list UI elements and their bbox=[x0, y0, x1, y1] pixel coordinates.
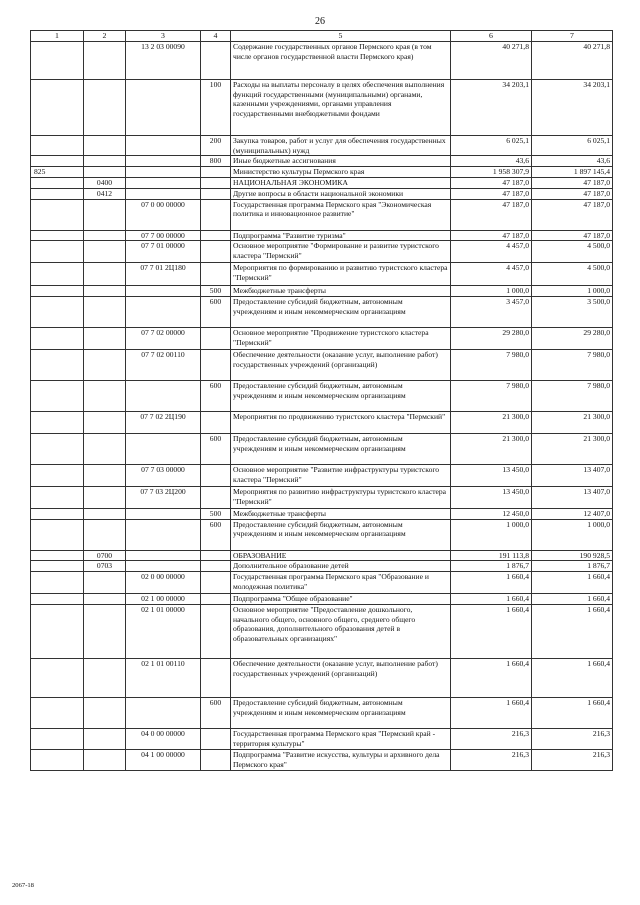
cell-admin-code bbox=[31, 487, 84, 509]
cell-section-code bbox=[84, 42, 126, 80]
cell-expense-type bbox=[201, 465, 231, 487]
cell-expense-type bbox=[201, 572, 231, 594]
table-row bbox=[31, 728, 613, 749]
cell-description: Обеспечение деятельности (оказание услуг, выполнение работ) государственных учреждений (организаций) bbox=[231, 658, 451, 697]
cell-amount-year1: 1 958 307,9 bbox=[451, 167, 532, 178]
cell-amount-year2: 1 897 145,4 bbox=[532, 167, 613, 178]
cell-target-article: 07 7 01 2Ц180 bbox=[126, 263, 201, 286]
cell-admin-code bbox=[31, 412, 84, 434]
cell-description: Подпрограмма "Общее образование" bbox=[231, 594, 451, 605]
cell-amount-year2: 1 660,4 bbox=[532, 604, 613, 658]
cell-amount-year1: 12 450,0 bbox=[451, 509, 532, 520]
cell-admin-code bbox=[31, 188, 84, 199]
cell-description: Подпрограмма "Развитие туризма" bbox=[231, 230, 451, 241]
cell-description: Обеспечение деятельности (оказание услуг, выполнение работ) государственных учреждений (организаций) bbox=[231, 350, 451, 381]
cell-amount-year1: 13 450,0 bbox=[451, 465, 532, 487]
table-row bbox=[31, 749, 613, 770]
cell-admin-code bbox=[31, 136, 84, 156]
cell-description: Государственная программа Пермского края "Экономическая политика и инновационное развитие" bbox=[231, 199, 451, 230]
cell-target-article bbox=[126, 509, 201, 520]
cell-amount-year2: 1 660,4 bbox=[532, 658, 613, 697]
table-row bbox=[31, 572, 613, 594]
table-row bbox=[31, 509, 613, 520]
cell-amount-year1: 13 450,0 bbox=[451, 487, 532, 509]
table-row bbox=[31, 550, 613, 561]
cell-amount-year1: 34 203,1 bbox=[451, 80, 532, 136]
cell-section-code bbox=[84, 728, 126, 749]
cell-target-article: 07 7 02 2Ц190 bbox=[126, 412, 201, 434]
cell-section-code bbox=[84, 241, 126, 263]
cell-description: ОБРАЗОВАНИЕ bbox=[231, 550, 451, 561]
cell-amount-year1: 4 457,0 bbox=[451, 241, 532, 263]
table-row bbox=[31, 136, 613, 156]
cell-amount-year2: 43,6 bbox=[532, 156, 613, 167]
cell-expense-type bbox=[201, 263, 231, 286]
cell-admin-code bbox=[31, 594, 84, 605]
cell-description: Дополнительное образование детей bbox=[231, 561, 451, 572]
cell-expense-type bbox=[201, 604, 231, 658]
cell-admin-code bbox=[31, 697, 84, 728]
cell-admin-code bbox=[31, 328, 84, 350]
cell-description: Министерство культуры Пермского края bbox=[231, 167, 451, 178]
cell-section-code bbox=[84, 604, 126, 658]
table-row bbox=[31, 434, 613, 465]
cell-target-article: 04 0 00 00000 bbox=[126, 728, 201, 749]
cell-target-article bbox=[126, 136, 201, 156]
cell-amount-year2: 12 407,0 bbox=[532, 509, 613, 520]
table-row bbox=[31, 381, 613, 412]
cell-amount-year1: 216,3 bbox=[451, 749, 532, 770]
cell-description: Межбюджетные трансферты bbox=[231, 286, 451, 297]
cell-amount-year2: 47 187,0 bbox=[532, 188, 613, 199]
cell-description: Предоставление субсидий бюджетным, автономным учреждениям и иным некоммерческим организациям bbox=[231, 519, 451, 550]
cell-target-article bbox=[126, 550, 201, 561]
cell-target-article: 13 2 03 00090 bbox=[126, 42, 201, 80]
cell-description: Основное мероприятие "Продвижение туристского кластера "Пермский" bbox=[231, 328, 451, 350]
cell-description: Содержание государственных органов Пермского края (в том числе органов государственной власти Пермского края) bbox=[231, 42, 451, 80]
cell-expense-type: 500 bbox=[201, 286, 231, 297]
cell-description: Межбюджетные трансферты bbox=[231, 509, 451, 520]
cell-section-code bbox=[84, 263, 126, 286]
cell-section-code: 0400 bbox=[84, 177, 126, 188]
cell-target-article bbox=[126, 167, 201, 178]
cell-admin-code bbox=[31, 350, 84, 381]
cell-amount-year2: 40 271,8 bbox=[532, 42, 613, 80]
cell-description: Закупка товаров, работ и услуг для обеспечения государственных (муниципальных) нужд bbox=[231, 136, 451, 156]
cell-expense-type: 600 bbox=[201, 434, 231, 465]
cell-amount-year1: 1 876,7 bbox=[451, 561, 532, 572]
cell-amount-year2: 3 500,0 bbox=[532, 297, 613, 328]
cell-expense-type bbox=[201, 350, 231, 381]
cell-amount-year1: 21 300,0 bbox=[451, 434, 532, 465]
table-row bbox=[31, 412, 613, 434]
cell-admin-code bbox=[31, 177, 84, 188]
cell-description: Иные бюджетные ассигнования bbox=[231, 156, 451, 167]
cell-description: Государственная программа Пермского края "Образование и молодежная политика" bbox=[231, 572, 451, 594]
cell-admin-code bbox=[31, 42, 84, 80]
cell-section-code bbox=[84, 350, 126, 381]
cell-expense-type bbox=[201, 230, 231, 241]
cell-target-article bbox=[126, 561, 201, 572]
cell-amount-year1: 3 457,0 bbox=[451, 297, 532, 328]
cell-section-code bbox=[84, 80, 126, 136]
cell-amount-year1: 1 000,0 bbox=[451, 286, 532, 297]
cell-amount-year2: 1 660,4 bbox=[532, 572, 613, 594]
cell-amount-year2: 47 187,0 bbox=[532, 177, 613, 188]
cell-expense-type bbox=[201, 728, 231, 749]
cell-amount-year1: 4 457,0 bbox=[451, 263, 532, 286]
cell-admin-code bbox=[31, 199, 84, 230]
budget-table bbox=[30, 30, 613, 771]
cell-target-article bbox=[126, 434, 201, 465]
cell-section-code: 0700 bbox=[84, 550, 126, 561]
cell-amount-year1: 47 187,0 bbox=[451, 177, 532, 188]
cell-amount-year2: 21 300,0 bbox=[532, 434, 613, 465]
table-row bbox=[31, 156, 613, 167]
cell-amount-year1: 216,3 bbox=[451, 728, 532, 749]
page-number: 26 bbox=[315, 16, 325, 27]
cell-description: Государственная программа Пермского края "Пермский край - территория культуры" bbox=[231, 728, 451, 749]
cell-section-code bbox=[84, 286, 126, 297]
table-row bbox=[31, 697, 613, 728]
cell-amount-year1: 6 025,1 bbox=[451, 136, 532, 156]
cell-expense-type bbox=[201, 328, 231, 350]
cell-expense-type bbox=[201, 177, 231, 188]
cell-amount-year2: 34 203,1 bbox=[532, 80, 613, 136]
cell-amount-year2: 1 000,0 bbox=[532, 519, 613, 550]
column-header: 4 bbox=[201, 31, 231, 42]
cell-expense-type: 600 bbox=[201, 297, 231, 328]
cell-expense-type bbox=[201, 188, 231, 199]
cell-expense-type: 200 bbox=[201, 136, 231, 156]
cell-amount-year1: 47 187,0 bbox=[451, 230, 532, 241]
cell-description: Основное мероприятие "Развитие инфраструктуры туристского кластера "Пермский" bbox=[231, 465, 451, 487]
cell-target-article: 02 1 01 00000 bbox=[126, 604, 201, 658]
cell-target-article: 07 0 00 00000 bbox=[126, 199, 201, 230]
cell-target-article bbox=[126, 286, 201, 297]
cell-admin-code bbox=[31, 80, 84, 136]
cell-target-article: 02 1 01 00110 bbox=[126, 658, 201, 697]
table-row bbox=[31, 263, 613, 286]
table-row bbox=[31, 561, 613, 572]
cell-amount-year2: 1 660,4 bbox=[532, 697, 613, 728]
cell-amount-year2: 47 187,0 bbox=[532, 199, 613, 230]
cell-admin-code bbox=[31, 297, 84, 328]
cell-description: Мероприятия по формированию и развитию туристского кластера "Пермский" bbox=[231, 263, 451, 286]
table-row bbox=[31, 328, 613, 350]
cell-amount-year1: 40 271,8 bbox=[451, 42, 532, 80]
cell-amount-year1: 21 300,0 bbox=[451, 412, 532, 434]
cell-section-code bbox=[84, 156, 126, 167]
cell-admin-code bbox=[31, 572, 84, 594]
table-row bbox=[31, 230, 613, 241]
cell-amount-year1: 1 000,0 bbox=[451, 519, 532, 550]
cell-expense-type bbox=[201, 487, 231, 509]
cell-section-code bbox=[84, 465, 126, 487]
cell-section-code bbox=[84, 658, 126, 697]
cell-section-code bbox=[84, 381, 126, 412]
cell-target-article: 07 7 03 00000 bbox=[126, 465, 201, 487]
column-header: 3 bbox=[126, 31, 201, 42]
cell-amount-year1: 29 280,0 bbox=[451, 328, 532, 350]
cell-target-article: 07 7 03 2Ц200 bbox=[126, 487, 201, 509]
cell-expense-type bbox=[201, 658, 231, 697]
cell-description: Предоставление субсидий бюджетным, автономным учреждениям и иным некоммерческим организациям bbox=[231, 297, 451, 328]
cell-amount-year2: 29 280,0 bbox=[532, 328, 613, 350]
cell-target-article: 04 1 00 00000 bbox=[126, 749, 201, 770]
cell-amount-year1: 1 660,4 bbox=[451, 594, 532, 605]
table-row bbox=[31, 465, 613, 487]
cell-amount-year2: 13 407,0 bbox=[532, 487, 613, 509]
cell-expense-type: 800 bbox=[201, 156, 231, 167]
cell-section-code bbox=[84, 297, 126, 328]
table-row bbox=[31, 167, 613, 178]
cell-target-article bbox=[126, 697, 201, 728]
cell-section-code: 0412 bbox=[84, 188, 126, 199]
cell-amount-year2: 6 025,1 bbox=[532, 136, 613, 156]
cell-description: Основное мероприятие "Формирование и развитие туристского кластера "Пермский" bbox=[231, 241, 451, 263]
table-row bbox=[31, 80, 613, 136]
cell-admin-code bbox=[31, 286, 84, 297]
cell-description: Предоставление субсидий бюджетным, автономным учреждениям и иным некоммерческим организациям bbox=[231, 381, 451, 412]
cell-amount-year1: 191 113,8 bbox=[451, 550, 532, 561]
cell-section-code bbox=[84, 167, 126, 178]
cell-admin-code bbox=[31, 263, 84, 286]
cell-expense-type bbox=[201, 561, 231, 572]
table-row bbox=[31, 177, 613, 188]
cell-target-article bbox=[126, 80, 201, 136]
cell-amount-year2: 4 500,0 bbox=[532, 263, 613, 286]
cell-section-code bbox=[84, 434, 126, 465]
table-row bbox=[31, 487, 613, 509]
cell-expense-type bbox=[201, 199, 231, 230]
cell-target-article bbox=[126, 297, 201, 328]
cell-admin-code bbox=[31, 230, 84, 241]
cell-description: Мероприятия по продвижению туристского кластера "Пермский" bbox=[231, 412, 451, 434]
cell-section-code bbox=[84, 412, 126, 434]
cell-amount-year2: 216,3 bbox=[532, 728, 613, 749]
cell-target-article bbox=[126, 156, 201, 167]
cell-amount-year2: 1 876,7 bbox=[532, 561, 613, 572]
cell-amount-year2: 4 500,0 bbox=[532, 241, 613, 263]
cell-amount-year1: 1 660,4 bbox=[451, 572, 532, 594]
cell-admin-code bbox=[31, 604, 84, 658]
cell-expense-type bbox=[201, 412, 231, 434]
cell-admin-code bbox=[31, 561, 84, 572]
cell-amount-year1: 47 187,0 bbox=[451, 188, 532, 199]
cell-target-article bbox=[126, 177, 201, 188]
cell-amount-year2: 21 300,0 bbox=[532, 412, 613, 434]
table-row bbox=[31, 199, 613, 230]
cell-admin-code bbox=[31, 381, 84, 412]
cell-admin-code bbox=[31, 156, 84, 167]
cell-admin-code bbox=[31, 434, 84, 465]
cell-amount-year1: 7 980,0 bbox=[451, 381, 532, 412]
cell-amount-year2: 13 407,0 bbox=[532, 465, 613, 487]
cell-admin-code bbox=[31, 519, 84, 550]
cell-section-code bbox=[84, 328, 126, 350]
column-header: 1 bbox=[31, 31, 84, 42]
cell-target-article: 07 7 02 00000 bbox=[126, 328, 201, 350]
cell-admin-code bbox=[31, 465, 84, 487]
cell-expense-type: 100 bbox=[201, 80, 231, 136]
cell-admin-code bbox=[31, 509, 84, 520]
cell-target-article bbox=[126, 188, 201, 199]
table-row bbox=[31, 350, 613, 381]
cell-section-code bbox=[84, 509, 126, 520]
cell-section-code bbox=[84, 697, 126, 728]
cell-admin-code: 825 bbox=[31, 167, 84, 178]
table-row bbox=[31, 604, 613, 658]
cell-amount-year2: 190 928,5 bbox=[532, 550, 613, 561]
cell-admin-code bbox=[31, 241, 84, 263]
cell-description: Подпрограмма "Развитие искусства, культуры и архивного дела Пермского края" bbox=[231, 749, 451, 770]
cell-amount-year1: 1 660,4 bbox=[451, 658, 532, 697]
cell-description: Расходы на выплаты персоналу в целях обеспечения выполнения функций государственными (муниципальными) органами, казенными учреждениями, органами управления государственными внебюджетными фондами bbox=[231, 80, 451, 136]
table-row bbox=[31, 241, 613, 263]
cell-section-code: 0703 bbox=[84, 561, 126, 572]
cell-section-code bbox=[84, 199, 126, 230]
column-header: 5 bbox=[231, 31, 451, 42]
cell-admin-code bbox=[31, 550, 84, 561]
cell-amount-year1: 7 980,0 bbox=[451, 350, 532, 381]
cell-target-article: 07 7 00 00000 bbox=[126, 230, 201, 241]
table-row bbox=[31, 519, 613, 550]
cell-amount-year2: 1 000,0 bbox=[532, 286, 613, 297]
table-row bbox=[31, 286, 613, 297]
cell-target-article: 02 1 00 00000 bbox=[126, 594, 201, 605]
cell-section-code bbox=[84, 572, 126, 594]
table-row bbox=[31, 42, 613, 80]
cell-description: Предоставление субсидий бюджетным, автономным учреждениям и иным некоммерческим организациям bbox=[231, 697, 451, 728]
cell-amount-year2: 47 187,0 bbox=[532, 230, 613, 241]
cell-admin-code bbox=[31, 749, 84, 770]
cell-amount-year2: 7 980,0 bbox=[532, 381, 613, 412]
budget-table-container bbox=[30, 30, 612, 771]
cell-amount-year2: 1 660,4 bbox=[532, 594, 613, 605]
cell-amount-year1: 47 187,0 bbox=[451, 199, 532, 230]
column-header: 6 bbox=[451, 31, 532, 42]
cell-amount-year1: 43,6 bbox=[451, 156, 532, 167]
cell-description: Основное мероприятие "Предоставление дошкольного, начального общего, основного общего, среднего общего образования, дополнительного образования детей в образовательных организациях" bbox=[231, 604, 451, 658]
cell-section-code bbox=[84, 519, 126, 550]
cell-admin-code bbox=[31, 658, 84, 697]
table-row bbox=[31, 297, 613, 328]
cell-amount-year1: 1 660,4 bbox=[451, 604, 532, 658]
cell-description: Предоставление субсидий бюджетным, автономным учреждениям и иным некоммерческим организациям bbox=[231, 434, 451, 465]
column-header: 7 bbox=[532, 31, 613, 42]
cell-expense-type bbox=[201, 241, 231, 263]
cell-description: Другие вопросы в области национальной экономики bbox=[231, 188, 451, 199]
cell-expense-type: 600 bbox=[201, 519, 231, 550]
cell-expense-type: 600 bbox=[201, 697, 231, 728]
cell-expense-type: 500 bbox=[201, 509, 231, 520]
column-header: 2 bbox=[84, 31, 126, 42]
table-row bbox=[31, 188, 613, 199]
cell-amount-year2: 216,3 bbox=[532, 749, 613, 770]
cell-section-code bbox=[84, 230, 126, 241]
cell-target-article: 02 0 00 00000 bbox=[126, 572, 201, 594]
cell-section-code bbox=[84, 749, 126, 770]
cell-expense-type bbox=[201, 749, 231, 770]
cell-target-article bbox=[126, 381, 201, 412]
cell-description: НАЦИОНАЛЬНАЯ ЭКОНОМИКА bbox=[231, 177, 451, 188]
table-row bbox=[31, 658, 613, 697]
cell-amount-year2: 7 980,0 bbox=[532, 350, 613, 381]
cell-amount-year1: 1 660,4 bbox=[451, 697, 532, 728]
cell-admin-code bbox=[31, 728, 84, 749]
cell-expense-type bbox=[201, 594, 231, 605]
cell-section-code bbox=[84, 594, 126, 605]
cell-description: Мероприятия по развитию инфраструктуры туристского кластера "Пермский" bbox=[231, 487, 451, 509]
cell-target-article: 07 7 01 00000 bbox=[126, 241, 201, 263]
cell-expense-type: 600 bbox=[201, 381, 231, 412]
cell-expense-type bbox=[201, 42, 231, 80]
cell-section-code bbox=[84, 136, 126, 156]
cell-target-article bbox=[126, 519, 201, 550]
cell-section-code bbox=[84, 487, 126, 509]
document-code: 2067-18 bbox=[12, 882, 34, 889]
table-header-row bbox=[31, 31, 613, 42]
table-row bbox=[31, 594, 613, 605]
cell-expense-type bbox=[201, 167, 231, 178]
cell-expense-type bbox=[201, 550, 231, 561]
cell-target-article: 07 7 02 00110 bbox=[126, 350, 201, 381]
